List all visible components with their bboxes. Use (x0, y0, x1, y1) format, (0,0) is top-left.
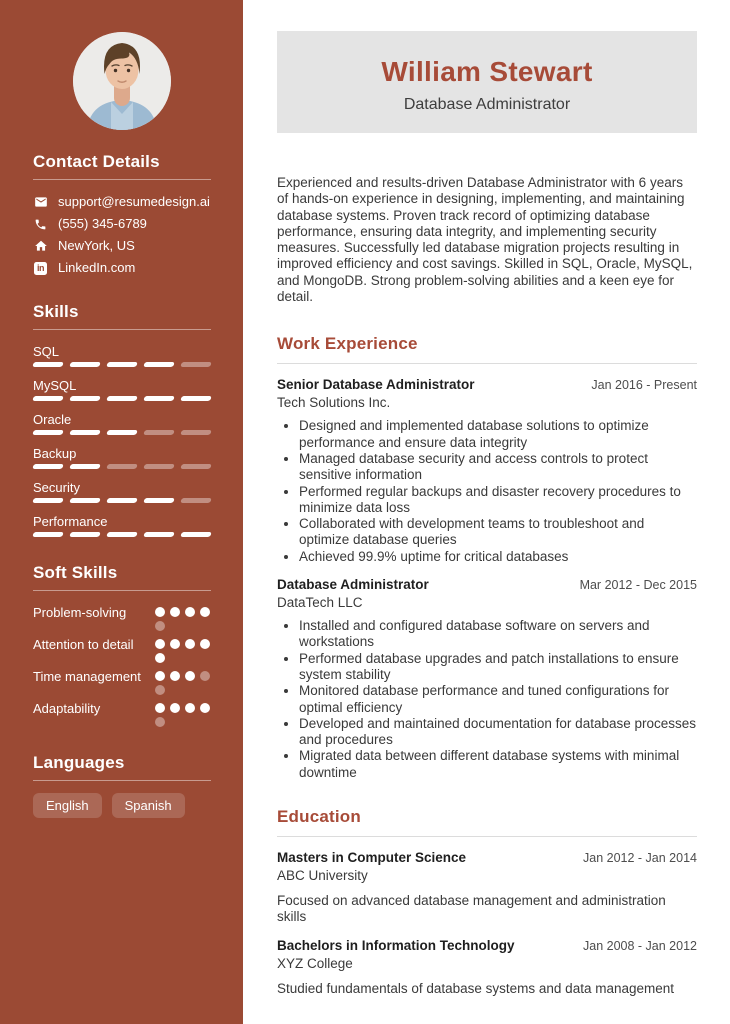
job-bullet: • Achieved 99.9% uptime for critical databases (299, 549, 697, 565)
soft-skill-name: Time management (33, 669, 141, 684)
soft-skill-dot (170, 703, 180, 713)
profile-photo (73, 32, 171, 130)
education-heading: Education (277, 807, 697, 837)
skill-bar-segment (106, 532, 138, 537)
soft-skill-item (33, 636, 211, 663)
soft-skill-dots (155, 604, 211, 631)
skill-item (33, 514, 211, 537)
education-description: Studied fundamentals of database systems and data management (277, 980, 675, 996)
soft-skill-dot (170, 671, 180, 681)
skill-bar-segment (106, 430, 138, 435)
skill-bar-segment (143, 498, 175, 503)
skill-bar-segment (106, 362, 138, 367)
main-content (243, 0, 730, 1024)
skill-name: SQL (33, 344, 60, 359)
skills-list (33, 344, 211, 537)
soft-skill-dot (155, 607, 165, 617)
soft-skill-dot (185, 607, 195, 617)
email-icon (33, 195, 48, 210)
skill-bar-segment (32, 532, 64, 537)
soft-skills-section (33, 563, 211, 727)
skill-item (33, 446, 211, 469)
skill-bar-segment (69, 396, 101, 401)
skill-bar-segment (32, 362, 64, 367)
soft-skill-dot (155, 653, 165, 663)
skill-bar (33, 532, 211, 537)
soft-skill-dot (200, 671, 210, 681)
contact-item[interactable] (33, 260, 211, 276)
skill-bar-segment (143, 532, 175, 537)
job-company: DataTech LLC (277, 595, 363, 611)
job-bullet: • Performed database upgrades and patch installations to ensure system stability (299, 651, 697, 684)
soft-skill-dot (185, 703, 195, 713)
contact-item-text: LinkedIn.com (58, 260, 136, 275)
job-company: Tech Solutions Inc. (277, 395, 391, 411)
skill-bar (33, 498, 211, 503)
work-experience-heading: Work Experience (277, 334, 697, 364)
education-entry-head (277, 938, 697, 954)
skill-name: Security (33, 480, 80, 495)
soft-skill-dot (200, 639, 210, 649)
skill-bar-segment (180, 396, 212, 401)
job-entry (277, 377, 697, 565)
job-bullet: • Performed regular backups and disaster recovery procedures to minimize data loss (299, 484, 697, 517)
soft-skill-dots (155, 668, 211, 695)
soft-skill-item (33, 604, 211, 631)
skill-bar-segment (106, 464, 138, 469)
degree-title: Masters in Computer Science (277, 850, 467, 866)
soft-skill-name: Adaptability (33, 701, 101, 716)
education-list (277, 850, 697, 997)
language-chip: English (33, 793, 102, 818)
education-entry (277, 938, 697, 997)
job-bullet: • Designed and implemented database solutions to optimize performance and ensure data integrity (299, 418, 697, 451)
soft-skill-dot (170, 607, 180, 617)
soft-skill-item (33, 700, 211, 727)
soft-skill-dot (155, 703, 165, 713)
skills-heading: Skills (33, 302, 211, 330)
home-icon (33, 239, 48, 254)
job-bullet: • Collaborated with development teams to troubleshoot and optimize database queries (299, 516, 697, 549)
skill-bar-segment (143, 396, 175, 401)
skill-bar-segment (106, 498, 138, 503)
languages-list (33, 793, 211, 818)
phone-icon (33, 217, 48, 232)
skill-item (33, 480, 211, 503)
avatar-illustration (73, 32, 171, 130)
soft-skills-heading: Soft Skills (33, 563, 211, 591)
soft-skill-dot (155, 621, 165, 631)
job-entry-head (277, 577, 697, 593)
job-bullets (277, 418, 697, 565)
soft-skill-item (33, 668, 211, 695)
job-dates: Mar 2012 - Dec 2015 (579, 578, 697, 593)
contact-list (33, 194, 211, 276)
soft-skill-dot (155, 685, 165, 695)
skill-bar-segment (180, 464, 212, 469)
school-name: XYZ College (277, 955, 353, 971)
skill-bar-segment (180, 498, 212, 503)
soft-skill-dot (155, 717, 165, 727)
contact-heading: Contact Details (33, 152, 211, 180)
soft-skill-dots (155, 636, 211, 663)
soft-skill-dot (155, 639, 165, 649)
education-dates: Jan 2008 - Jan 2012 (583, 938, 697, 953)
contact-item (33, 238, 211, 254)
soft-skill-dots (155, 700, 211, 727)
job-title: Senior Database Administrator (277, 377, 475, 393)
skill-bar-segment (69, 532, 101, 537)
skill-bar-segment (106, 396, 138, 401)
skills-section (33, 302, 211, 537)
soft-skill-dot (185, 671, 195, 681)
skill-bar-segment (180, 532, 212, 537)
skill-bar (33, 430, 211, 435)
job-bullet: • Developed and maintained documentation for database processes and procedures (299, 716, 697, 749)
education-section (277, 807, 697, 997)
job-entry (277, 577, 697, 781)
skill-bar-segment (143, 362, 175, 367)
linkedin-icon: in (33, 261, 48, 276)
skill-name: Performance (33, 514, 108, 529)
skill-bar-segment (69, 430, 101, 435)
work-experience-section (277, 334, 697, 781)
sidebar (0, 0, 243, 1024)
skill-bar-segment (143, 464, 175, 469)
skill-name: Backup (33, 446, 77, 461)
education-dates: Jan 2012 - Jan 2014 (583, 851, 697, 866)
soft-skill-dot (170, 639, 180, 649)
soft-skill-name: Attention to detail (33, 637, 134, 652)
job-entry-head (277, 377, 697, 393)
contact-item-text: support@resumedesign.ai (58, 194, 210, 209)
skill-item (33, 378, 211, 401)
soft-skill-dot (200, 607, 210, 617)
skill-bar-segment (69, 498, 101, 503)
job-bullet: • Monitored database performance and tuned configurations for optimal efficiency (299, 683, 697, 716)
job-bullet: • Managed database security and access controls to protect sensitive information (299, 451, 697, 484)
skill-item (33, 344, 211, 367)
skill-bar-segment (143, 430, 175, 435)
job-bullet: • Installed and configured database software on servers and workstations (299, 618, 697, 651)
job-title: Database Administrator (277, 577, 429, 593)
skill-bar-segment (32, 396, 64, 401)
job-bullets (277, 618, 697, 781)
person-name: William Stewart (381, 56, 593, 87)
job-dates: Jan 2016 - Present (591, 378, 697, 393)
skill-bar-segment (32, 498, 64, 503)
languages-section (33, 753, 211, 818)
name-header (277, 31, 697, 133)
education-entry-head (277, 850, 697, 866)
soft-skill-name: Problem-solving (33, 605, 127, 620)
skill-bar-segment (69, 464, 101, 469)
job-bullet: • Migrated data between different database systems with minimal downtime (299, 748, 697, 781)
soft-skill-dot (200, 703, 210, 713)
languages-heading: Languages (33, 753, 211, 781)
language-chip: Spanish (112, 793, 185, 818)
school-name: ABC University (277, 868, 368, 884)
skill-bar-segment (180, 362, 212, 367)
contact-item (33, 216, 211, 232)
skill-bar (33, 464, 211, 469)
skill-item (33, 412, 211, 435)
person-role: Database Administrator (403, 96, 571, 113)
soft-skills-list (33, 604, 211, 727)
education-entry (277, 850, 697, 926)
contact-section (33, 152, 211, 276)
jobs-list (277, 377, 697, 781)
skill-bar (33, 362, 211, 367)
summary-text: Experienced and results-driven Database Administrator with 6 years of hands-on experience in designing, implementing, and maintaining database systems. Proven track record of optimizing database performance, ensuring data integrity, and implementing security measures. Successfully led database migration projects resulting in improved efficiency and cost savings. Skilled in SQL, Oracle, MySQL, and MongoDB. Strong problem-solving abilities and a keen eye for detail. (277, 175, 693, 305)
degree-title: Bachelors in Information Technology (277, 937, 515, 953)
education-description: Focused on advanced database management and administration skills (277, 893, 666, 925)
contact-item-text: (555) 345-6789 (58, 216, 147, 231)
contact-item[interactable] (33, 194, 211, 210)
skill-bar (33, 396, 211, 401)
soft-skill-dot (185, 639, 195, 649)
skill-name: Oracle (33, 412, 72, 427)
skill-bar-segment (32, 464, 64, 469)
skill-bar-segment (69, 362, 101, 367)
soft-skill-dot (155, 671, 165, 681)
skill-bar-segment (32, 430, 64, 435)
skill-bar-segment (180, 430, 212, 435)
contact-item-text: NewYork, US (58, 238, 135, 253)
skill-name: MySQL (33, 378, 77, 393)
